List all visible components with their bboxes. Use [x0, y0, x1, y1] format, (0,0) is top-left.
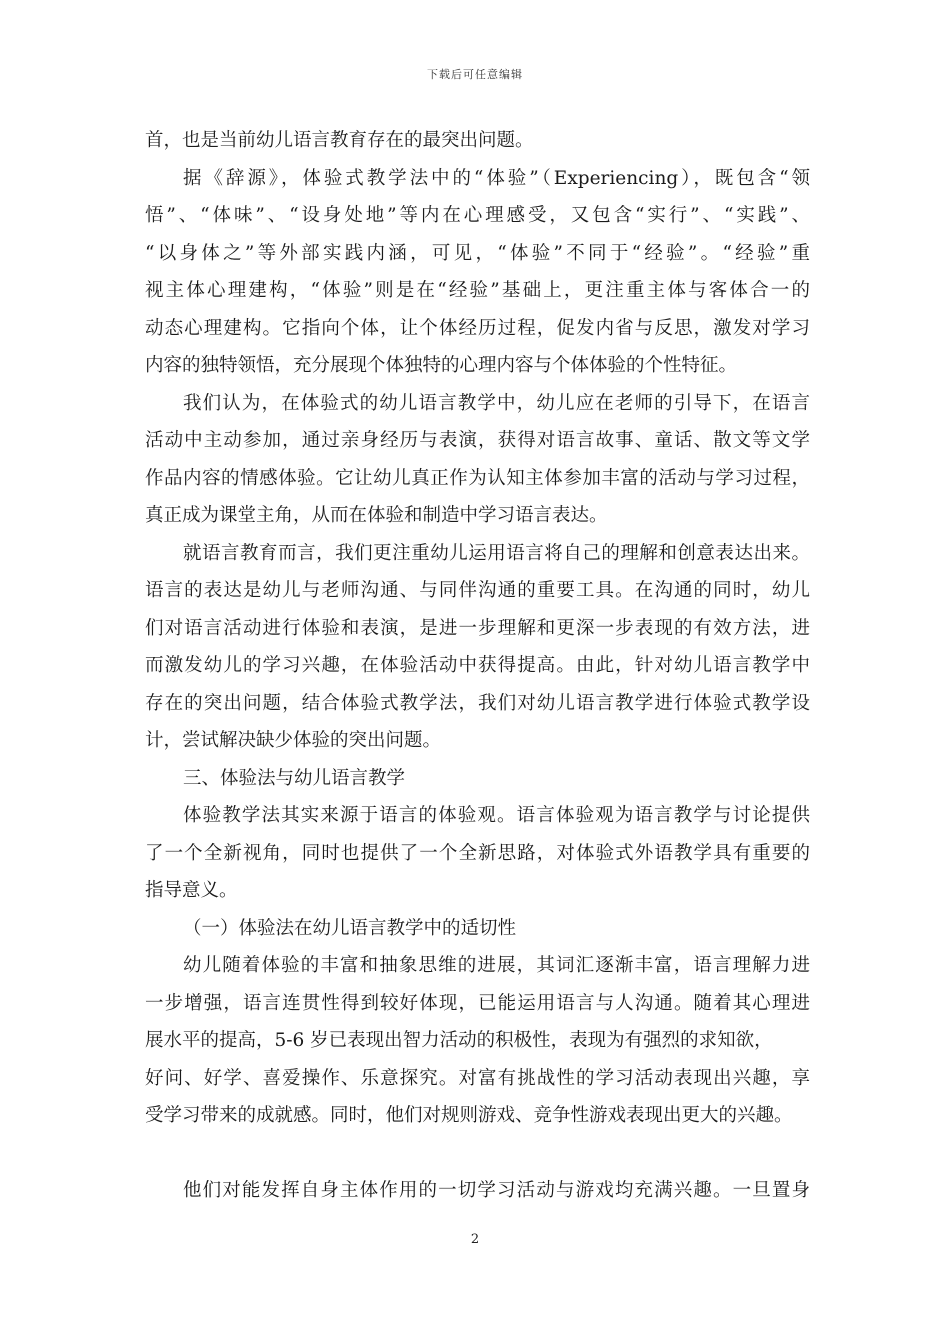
text-line: 体验教学法其实来源于语言的体验观。语言体验观为语言教学与讨论提供 [183, 805, 810, 826]
text-line: 而激发幼儿的学习兴趣，在体验活动中获得提高。由此，针对幼儿语言教学中 [145, 655, 810, 676]
text-line: 们对语言活动进行体验和表演，是进一步理解和更深一步表现的有效方法，进 [145, 617, 810, 639]
text-line: 了一个全新视角，同时也提供了一个全新思路，对体验式外语教学具有重要的 [145, 842, 810, 864]
text-line: 首，也是当前幼儿语言教育存在的最突出问题。 [145, 130, 534, 151]
text-line: 内容的独特领悟，充分展现个体独特的心理内容与个体体验的个性特征。 [145, 355, 738, 376]
page-number: 2 [470, 1232, 480, 1247]
text-line: 真正成为课堂主角，从而在体验和制造中学习语言表达。 [145, 505, 608, 526]
text-line: 展水平的提高，5-6 岁已表现出智力活动的积极性，表现为有强烈的求知欲， [145, 1030, 773, 1051]
text-line: 好问、好学、喜爱操作、乐意探究。对富有挑战性的学习活动表现出兴趣，享 [145, 1067, 810, 1089]
text-line: 他们对能发挥自身主体作用的一切学习活动与游戏均充满兴趣。一旦置身 [183, 1179, 810, 1201]
text-line: 一步增强，语言连贯性得到较好体现，已能运用语言与人沟通。随着其心理进 [145, 992, 810, 1014]
text-line: 视主体心理建构，“体验”则是在“经验”基础上，更注重主体与客体合一的 [145, 280, 810, 301]
text-line: 语言的表达是幼儿与老师沟通、与同伴沟通的重要工具。在沟通的同时，幼儿 [145, 580, 810, 601]
text-line: 悟”、“体味”、“设身处地”等内在心理感受，又包含“实行”、“实践”、 [145, 205, 810, 226]
subsection-heading: （一）体验法在幼儿语言教学中的适切性 [183, 917, 517, 939]
text-line: 受学习带来的成就感。同时，他们对规则游戏、竞争性游戏表现出更大的兴趣。 [145, 1105, 793, 1126]
page-header: 下载后可任意编辑 [427, 68, 523, 81]
text-line: 我们认为，在体验式的幼儿语言教学中，幼儿应在老师的引导下，在语言 [183, 392, 810, 414]
body-text [145, 122, 810, 1209]
text-line: “以身体之”等外部实践内涵，可见，“体验”不同于“经验”。“经验”重 [145, 242, 810, 264]
section-heading: 三、体验法与幼儿语言教学 [183, 767, 406, 789]
text-line: 幼儿随着体验的丰富和抽象思维的进展，其词汇逐渐丰富，语言理解力进 [183, 955, 810, 976]
text-line: 据《辞源》，体验式教学法中的“体验”（Experiencing），既包含“领 [183, 167, 810, 189]
text-line: 就语言教育而言，我们更注重幼儿运用语言将自己的理解和创意表达出来。 [183, 542, 810, 564]
text-line: 存在的突出问题，结合体验式教学法，我们对幼儿语言教学进行体验式教学设 [145, 692, 810, 714]
text-line: 动态心理建构。它指向个体，让个体经历过程，促发内省与反思，激发对学习 [145, 317, 810, 339]
text-line: 计，尝试解决缺少体验的突出问题。 [145, 730, 442, 751]
text-line: 指导意义。 [145, 880, 238, 901]
text-line: 活动中主动参加，通过亲身经历与表演，获得对语言故事、童话、散文等文学 [145, 430, 810, 451]
text-line: 作品内容的情感体验。它让幼儿真正作为认知主体参加丰富的活动与学习过程， [145, 467, 810, 489]
paragraph-gap [145, 1135, 810, 1172]
